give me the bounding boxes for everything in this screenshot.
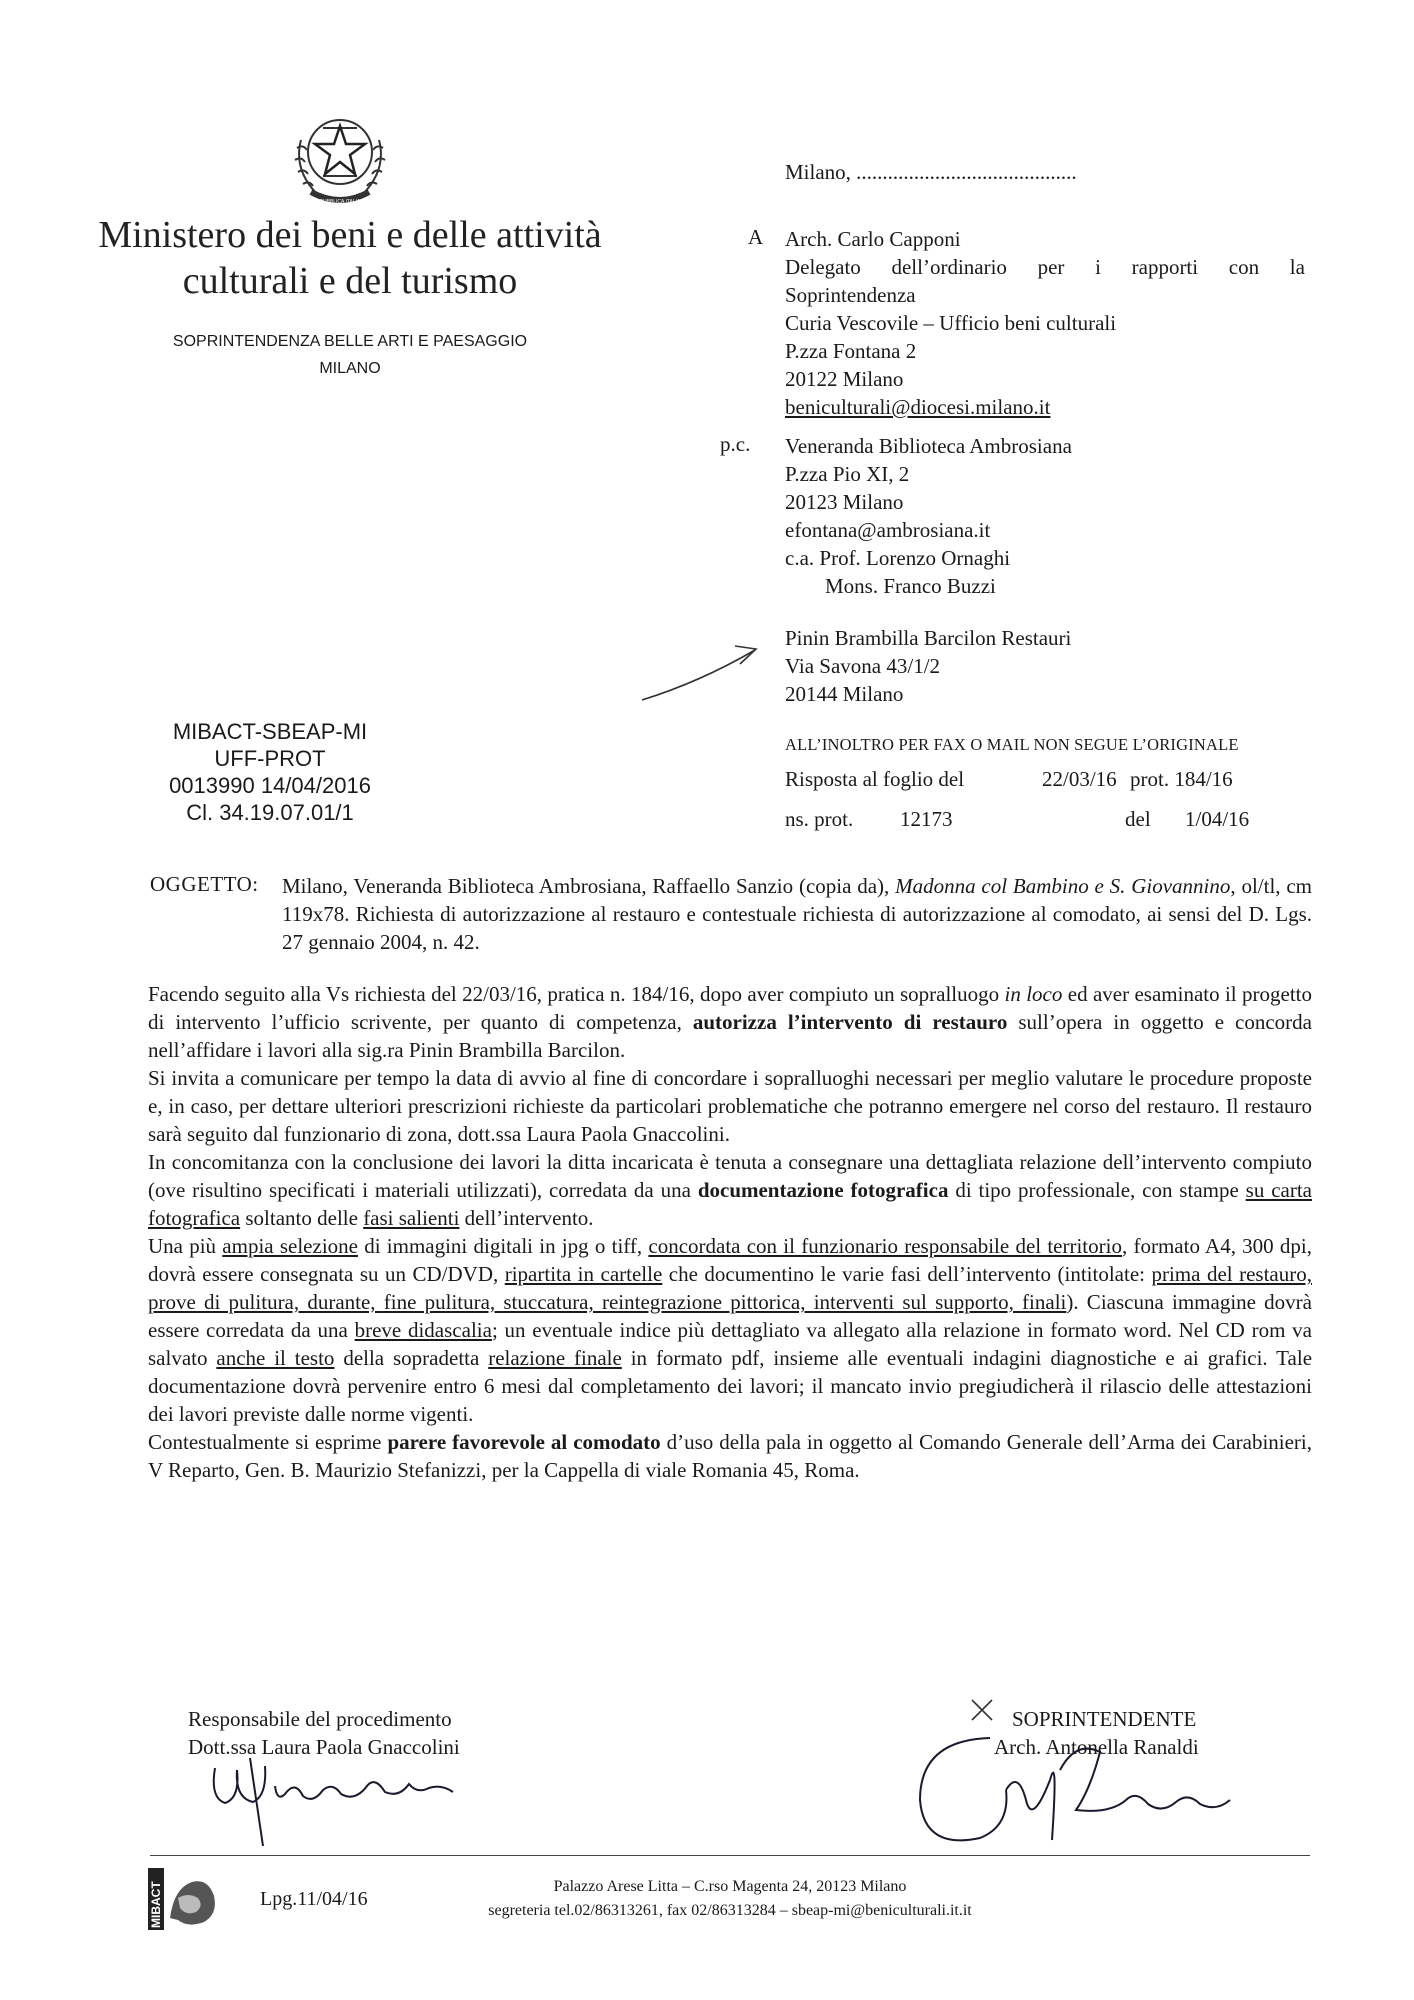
office-line-2: MILANO — [319, 360, 381, 377]
left-handwritten-signature-icon — [205, 1758, 515, 1848]
subject-part: , ol/tl, cm 119x78. Richiesta di autorizzazione al restauro e contestuale richiesta di autorizzazione al comodato, ai sensi del D. Lgs. 27 gennaio 2004, n. 42. — [282, 874, 1313, 954]
left-signer-title: Responsabile del procedimento — [188, 1707, 452, 1731]
letter-body — [148, 980, 1312, 1484]
text-run: ed aver esaminato il progetto di intervento l’ufficio scrivente, per quanto di competenza, — [148, 982, 1312, 1034]
text-run: in formato pdf, insieme alle eventuali indagini diagnostiche e ai grafici. Tale documentazione dovrà pervenire entro 6 mesi dal completamento dei lavori; il mancato invio pregiudicherà il rilascio delle attestazioni dei lavori previste dalle norme vigenti. — [148, 1346, 1313, 1426]
recipient-3-city: 20144 Milano — [785, 682, 904, 706]
paragraph-2: Si invita a comunicare per tempo la data di avvio al fine di concordare i sopralluoghi necessari per meglio valutare le procedure proposte e, in caso, per dettare ulteriori prescrizioni richieste da particolari problematiche che potranno emergere nel corso del restauro. Il restauro sarà seguito dal funzionario di zona, dott.ssa Laura Paola Gnaccolini. — [148, 1066, 1312, 1146]
role-word: per — [1037, 255, 1065, 279]
text-run: ampia selezione — [222, 1234, 358, 1258]
ns-date: 1/04/16 — [1185, 807, 1250, 831]
mibact-logo-text: MIBACT — [149, 1881, 163, 1928]
text-run: parere favorevole al comodato — [387, 1430, 661, 1454]
paragraph-1 — [148, 980, 1312, 1064]
left-signature-block — [188, 1705, 460, 1761]
text-run: Contestualmente si esprime — [148, 1430, 388, 1454]
protocol-line-1: MIBACT-SBEAP-MI — [172, 719, 368, 744]
text-run: In concomitanza con la conclusione dei lavori la ditta incaricata è tenuta a consegnare una dettagliata relazione dell’intervento compiuto (ove risultino specificati i materiali utilizzati), corredata da una — [148, 1150, 1312, 1202]
recipient-a-address — [785, 225, 1305, 421]
right-signer-name: Arch. Antonella Ranaldi — [994, 1735, 1199, 1759]
reply-date: 22/03/16 — [1042, 767, 1117, 791]
reply-prot: prot. 184/16 — [1130, 767, 1233, 791]
protocol-line-4: Cl. 34.19.07.01/1 — [186, 800, 354, 825]
text-run: in loco — [1004, 982, 1063, 1006]
ns-prot-row — [785, 805, 1255, 845]
subject-part: Milano, Veneranda Biblioteca Ambrosiana, Raffaello Sanzio (copia da), — [282, 874, 896, 898]
office-line-1: SOPRINTENDENZA BELLE ARTI E PAESAGGIO — [172, 333, 528, 350]
recipient-a-role — [785, 253, 1305, 281]
footer-contacts-line: segreteria tel.02/86313261, fax 02/86313284 – sbeap-mi@beniculturali.it.it — [488, 1902, 972, 1919]
text-run: anche il testo — [216, 1346, 335, 1370]
subject-text — [282, 872, 1312, 956]
role-word: i — [1095, 255, 1101, 279]
text-run: prima del restauro, prove di pulitura, durante, fine pulitura, stuccatura, reintegrazione pittorica, interventi sul supporto, finali — [148, 1262, 1312, 1314]
left-signer-name: Dott.ssa Laura Paola Gnaccolini — [188, 1735, 460, 1759]
text-run: , formato A4, 300 dpi, dovrà essere consegnata su un CD/DVD, — [148, 1234, 1312, 1286]
role-word: Delegato — [785, 255, 861, 279]
recipient-a-street: P.zza Fontana 2 — [785, 339, 917, 363]
recipient-a-role-end: Soprintendenza — [785, 283, 916, 307]
text-run: relazione finale — [488, 1346, 622, 1370]
paragraph-5 — [148, 1428, 1312, 1484]
mibact-logo-icon — [148, 1868, 220, 1930]
x-mark-icon — [970, 1698, 994, 1722]
role-word: rapporti — [1131, 255, 1199, 279]
text-run: documentazione fotografica — [697, 1178, 949, 1202]
subject-label: OGGETTO: — [150, 872, 259, 896]
right-signer-title: SOPRINTENDENTE — [1012, 1707, 1197, 1731]
inoltro-notice: ALL’INOLTRO PER FAX O MAIL NON SEGUE L’ORIGINALE — [785, 735, 1239, 754]
text-run: breve didascalia — [354, 1318, 492, 1342]
recipient-a-city: 20122 Milano — [785, 367, 904, 391]
text-run: ; un eventuale indice più dettagliato va allegato alla relazione in formato word. Nel CD rom va salvato — [148, 1318, 1313, 1370]
ministry-line-1: Ministero dei beni e delle attività — [98, 214, 602, 256]
role-word: la — [1289, 255, 1305, 279]
right-handwritten-signature-icon — [900, 1730, 1280, 1860]
text-run: sull’opera in oggetto e concorda nell’affidare i lavori alla sig.ra Pinin Brambilla Barcilon. — [148, 1010, 1312, 1062]
text-run: concordata con il funzionario responsabile del territorio — [648, 1234, 1122, 1258]
text-run: ripartita in cartelle — [504, 1262, 663, 1286]
text-run: ). Ciascuna immagine dovrà essere corredata da una — [148, 1290, 1312, 1342]
footer-address-line: Palazzo Arese Litta – C.rso Magenta 24, 20123 Milano — [553, 1878, 907, 1895]
role-word: dell’ordinario — [891, 255, 1007, 279]
subject-artwork-title: Madonna col Bambino e S. Giovannino — [895, 874, 1231, 898]
text-run: di immagini digitali in jpg o tiff, — [357, 1234, 649, 1258]
recipient-a-email: beniculturali@diocesi.milano.it — [785, 395, 1051, 419]
recipient-a-name: Arch. Carlo Capponi — [785, 227, 961, 251]
recipient-pc-street: P.zza Pio XI, 2 — [785, 462, 910, 486]
paragraph-3 — [148, 1148, 1312, 1232]
recipient-a-label: A — [748, 225, 764, 249]
text-run: che documentino le varie fasi dell’intervento (intitolate: — [662, 1262, 1152, 1286]
lpg-reference: Lpg.11/04/16 — [260, 1888, 368, 1910]
ns-number: 12173 — [900, 807, 953, 831]
protocol-line-3: 0013990 14/04/2016 — [169, 773, 371, 798]
reference-block — [785, 765, 1255, 845]
handwritten-arrow-icon — [640, 640, 760, 702]
ns-del: del — [1125, 807, 1151, 831]
reply-row — [785, 765, 1255, 805]
recipient-pc-address — [785, 432, 1072, 600]
footer-address — [420, 1875, 1040, 1923]
text-run: fasi salienti — [363, 1206, 460, 1230]
text-run: Facendo seguito alla Vs richiesta del 22/03/16, pratica n. 184/16, dopo aver compiuto un sopralluogo — [148, 982, 1005, 1006]
recipient-3-street: Via Savona 43/1/2 — [785, 654, 941, 678]
text-run: autorizza l’intervento di restauro — [692, 1010, 1008, 1034]
italian-republic-emblem-icon — [283, 100, 397, 210]
recipient-3-address — [785, 624, 1071, 708]
recipient-pc-city: 20123 Milano — [785, 490, 904, 514]
recipient-pc-name: Veneranda Biblioteca Ambrosiana — [785, 434, 1072, 458]
emblem-ribbon-text: REPUBBLICA ITALIANA — [312, 199, 368, 205]
office-name — [140, 328, 560, 382]
footer-divider — [150, 1855, 1310, 1856]
text-run: della sopradetta — [334, 1346, 489, 1370]
text-run: Una più — [148, 1234, 223, 1258]
text-run: soltanto delle — [240, 1206, 364, 1230]
ns-label: ns. prot. — [785, 807, 854, 831]
text-run: di tipo professionale, con stampe — [948, 1178, 1246, 1202]
date-line: Milano, .......................................... — [785, 160, 1077, 184]
reply-label: Risposta al foglio del — [785, 767, 965, 791]
text-run: dell’intervento. — [459, 1206, 594, 1230]
recipient-3-name: Pinin Brambilla Barcilon Restauri — [785, 626, 1072, 650]
paragraph-4 — [148, 1232, 1312, 1428]
protocol-stamp — [140, 718, 400, 826]
role-word: con — [1228, 255, 1260, 279]
protocol-line-2: UFF-PROT — [214, 746, 326, 771]
text-run: d’uso della pala in oggetto al Comando Generale dell’Arma dei Carabinieri, V Reparto, Gen. B. Maurizio Stefanizzi, per la Cappella di viale Romania 45, Roma. — [148, 1430, 1313, 1482]
recipient-pc-attn-1: c.a. Prof. Lorenzo Ornaghi — [785, 546, 1011, 570]
recipient-pc-attn-2: Mons. Franco Buzzi — [825, 574, 996, 598]
recipient-a-office: Curia Vescovile – Ufficio beni culturali — [785, 311, 1117, 335]
ministry-line-2: culturali e del turismo — [182, 260, 518, 302]
recipient-pc-email: efontana@ambrosiana.it — [785, 518, 991, 542]
text-run: su carta fotografica — [148, 1178, 1312, 1230]
ministry-title — [50, 212, 650, 304]
recipient-pc-label: p.c. — [720, 432, 751, 456]
